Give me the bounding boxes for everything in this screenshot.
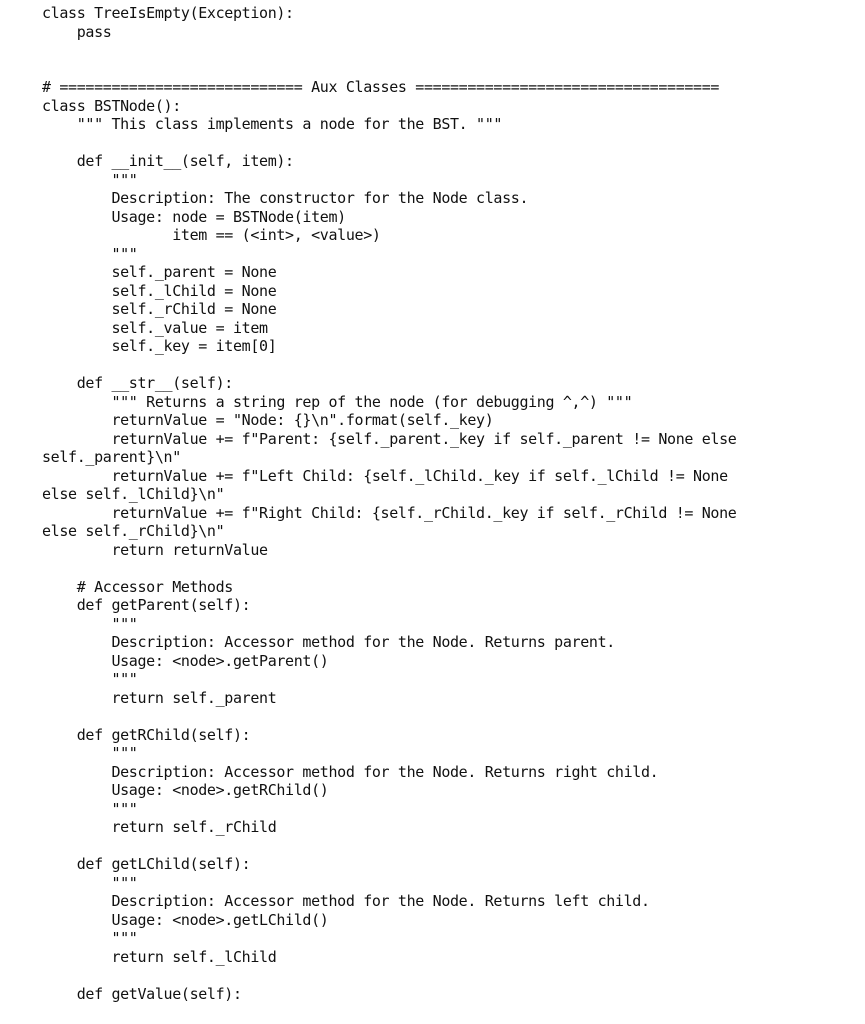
code-line: item == (<int>, <value>) (42, 226, 381, 244)
code-line: """ (42, 170, 138, 189)
code-line: Usage: <node>.getRChild() (42, 781, 329, 799)
code-line: """ (42, 614, 138, 633)
code-line: # ============================ Aux Classes =================================== (42, 78, 720, 96)
code-line (42, 356, 736, 375)
code-line: return self._lChild (42, 947, 277, 966)
code-line: else self._lChild}\n" (42, 485, 225, 503)
code-line (42, 837, 736, 856)
code-line (42, 966, 736, 985)
code-line: pass (42, 22, 112, 41)
code-line: else self._rChild}\n" (42, 522, 225, 540)
code-line: # Accessor Methods (42, 577, 233, 596)
code-line: return returnValue (42, 540, 268, 559)
code-line: def __str__(self): (42, 374, 233, 392)
code-line: self._rChild = None (42, 300, 277, 318)
code-line (42, 134, 736, 153)
code-line: """ (42, 799, 138, 818)
code-line: Description: Accessor method for the Node. Returns parent. (42, 633, 615, 651)
code-line: def getLChild(self): (42, 855, 251, 873)
code-line: Description: Accessor method for the Node. Returns left child. (42, 892, 650, 910)
code-line: def getValue(self): (42, 984, 242, 1003)
code-line: def __init__(self, item): (42, 152, 294, 170)
code-line: return self._parent (42, 688, 277, 707)
code-line (42, 41, 736, 60)
code-line: def getParent(self): (42, 596, 251, 614)
code-line: """ (42, 670, 138, 688)
code-line: """ (42, 873, 138, 892)
code-line: """ (42, 744, 138, 762)
code-line: """ (42, 929, 138, 947)
code-line: class BSTNode(): (42, 96, 181, 115)
code-line: returnValue = "Node: {}\n".format(self._key) (42, 411, 494, 429)
code-line: self._key = item[0] (42, 337, 277, 355)
code-line (42, 559, 736, 578)
code-line: self._parent = None (42, 263, 277, 281)
code-line: Description: Accessor method for the Node. Returns right child. (42, 762, 659, 781)
code-line: def getRChild(self): (42, 725, 251, 744)
code-line: class TreeIsEmpty(Exception): (42, 4, 294, 22)
code-line: """ (42, 244, 138, 263)
code-line: """ Returns a string rep of the node (for debugging ^,^) """ (42, 392, 633, 411)
code-line (42, 60, 736, 79)
code-line: self._parent}\n" (42, 448, 181, 466)
code-line: return self._rChild (42, 818, 277, 836)
code-line: Usage: <node>.getLChild() (42, 910, 329, 929)
code-line: self._value = item (42, 318, 268, 337)
code-line: """ This class implements a node for the BST. """ (42, 115, 503, 133)
code-line (42, 707, 736, 726)
code-line: Usage: <node>.getParent() (42, 651, 329, 670)
code-line: Description: The constructor for the Node class. (42, 189, 529, 207)
code-line: returnValue += f"Parent: {self._parent._key if self._parent != None else (42, 429, 737, 448)
code-line: returnValue += f"Left Child: {self._lChild._key if self._lChild != None (42, 466, 728, 485)
code-listing (42, 4, 736, 1003)
code-line: self._lChild = None (42, 281, 277, 300)
code-line: Usage: node = BSTNode(item) (42, 207, 346, 226)
code-line: returnValue += f"Right Child: {self._rChild._key if self._rChild != None (42, 503, 737, 522)
